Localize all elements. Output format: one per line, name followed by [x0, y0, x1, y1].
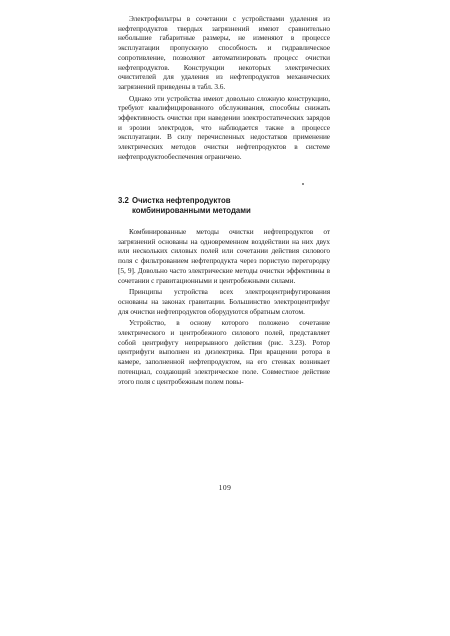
paragraph: Однако эти устройства имеют довольно сложную конструкцию, требуют квалифицированного обслуживания, способны снижать эффективность очистки при наведении электростатических зарядов и эрозии электродов, что наблюдается также в процессе эксплуатации. В силу перечисленных недостатков применение электрических методов очистки нефтепродуктов в системе нефтепродуктообеспечения ограничено. — [118, 93, 330, 161]
text-block-top — [118, 14, 330, 162]
paragraph: Принципы устройства всех электроцентрифугирования основаны на законах гравитации. Большинство электроцентрифуг для очистки нефтепродуктов оборудуются обратным слотом. — [118, 287, 330, 316]
section-title-line2: комбинированными методами — [132, 206, 251, 215]
paragraph: Электрофильтры в сочетании с устройствами удаления из нефтепродуктов твердых загрязнений имеют сравнительно небольшие габаритные размеры, не изменяют в процессе эксплуатации пропускную способность и гидравлическое сопротивление, позволяют автоматизировать процесс очистки нефтепродуктов. Конструкции некоторых электрических очистителей для удаления из нефтепродуктов механических загрязнений приведены в табл. 3.6. — [118, 14, 330, 91]
page-number: 109 — [218, 483, 232, 492]
paragraph: Комбинированные методы очистки нефтепродуктов от загрязнений основаны на одновременном воздействии на них двух или нескольких силовых полей или сочетании действия силового поля с фильтрованием нефтепродукта через пористую перегородку [5, 9]. Довольно часто электрические методы очистки эффективны в сочетании с гравитационными и центробежными силами. — [118, 227, 330, 285]
section-number: 3.2 — [118, 196, 129, 205]
scan-speck — [302, 183, 304, 185]
section-title-line1: Очистка нефтепродуктов — [132, 196, 231, 205]
text-block-bottom — [118, 227, 330, 386]
paragraph: Устройство, в основу которого положено сочетание электрического и центробежного силового полей, представляет собой центрифугу непрерывного действия (рис. 3.23). Ротор центрифуги выполнен из диэлектрика. При вращении ротора в камере, заполненной нефтепродуктом, на его стенках возникает потенциал, создающий электрическое поле. Совместное действие этого поля с центробежным полем повы- — [118, 318, 330, 386]
section-heading — [118, 196, 330, 216]
